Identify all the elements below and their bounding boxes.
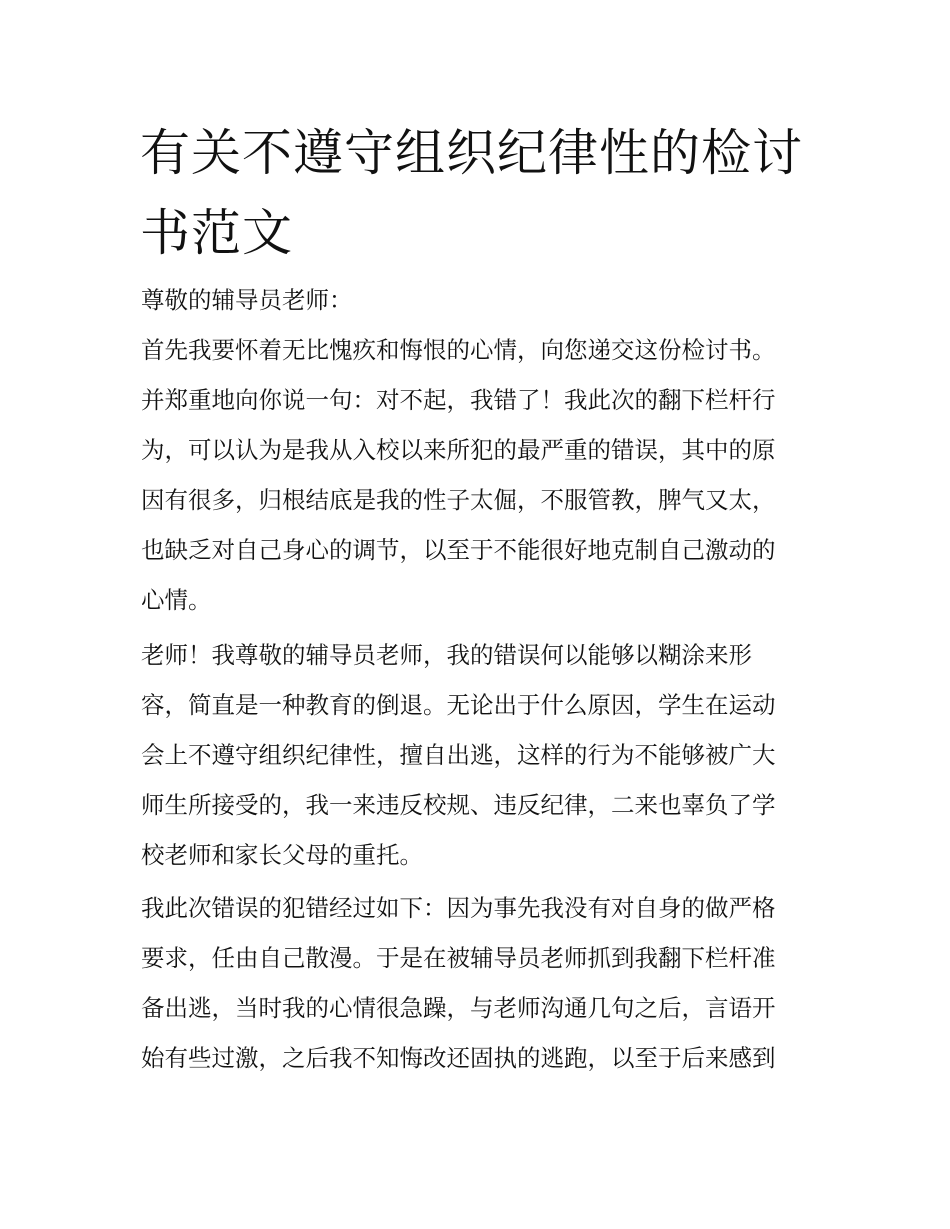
body-text-line: 师生所接受的，我一来违反校规、违反纪律，二来也辜负了学 xyxy=(141,791,776,819)
body-text-line: 要求，任由自己散漫。于是在被辅导员老师抓到我翻下栏杆准 xyxy=(141,944,776,972)
body-text-line: 首先我要怀着无比愧疚和悔恨的心情，向您递交这份检讨书。 xyxy=(141,336,776,364)
body-text-line: 并郑重地向你说一句：对不起，我错了！我此次的翻下栏杆行 xyxy=(141,386,776,414)
body-text-line: 因有很多，归根结底是我的性子太倔，不服管教，脾气又太， xyxy=(141,486,776,514)
body-text-line: 备出逃，当时我的心情很急躁，与老师沟通几句之后，言语开 xyxy=(141,994,776,1022)
salutation-line: 尊敬的辅导员老师： xyxy=(141,286,353,314)
body-text-line: 我此次错误的犯错经过如下：因为事先我没有对自身的做严格 xyxy=(141,894,776,922)
body-text-line: 会上不遵守组织纪律性，擅自出逃，这样的行为不能够被广大 xyxy=(141,741,776,769)
body-text-line: 始有些过激，之后我不知悔改还固执的逃跑，以至于后来感到 xyxy=(141,1044,776,1072)
body-text-line: 心情。 xyxy=(141,586,212,614)
body-text-line: 也缺乏对自己身心的调节，以至于不能很好地克制自己激动的 xyxy=(141,536,776,564)
body-text-line: 为，可以认为是我从入校以来所犯的最严重的错误，其中的原 xyxy=(141,436,776,464)
document-title: 有关不遵守组织纪律性的检讨书范文 xyxy=(140,124,803,262)
body-text-line: 校老师和家长父母的重托。 xyxy=(141,841,423,869)
body-text-line: 老师！我尊敬的辅导员老师，我的错误何以能够以糊涂来形 xyxy=(141,641,752,669)
body-text-line: 容，简直是一种教育的倒退。无论出于什么原因，学生在运动 xyxy=(141,691,776,719)
